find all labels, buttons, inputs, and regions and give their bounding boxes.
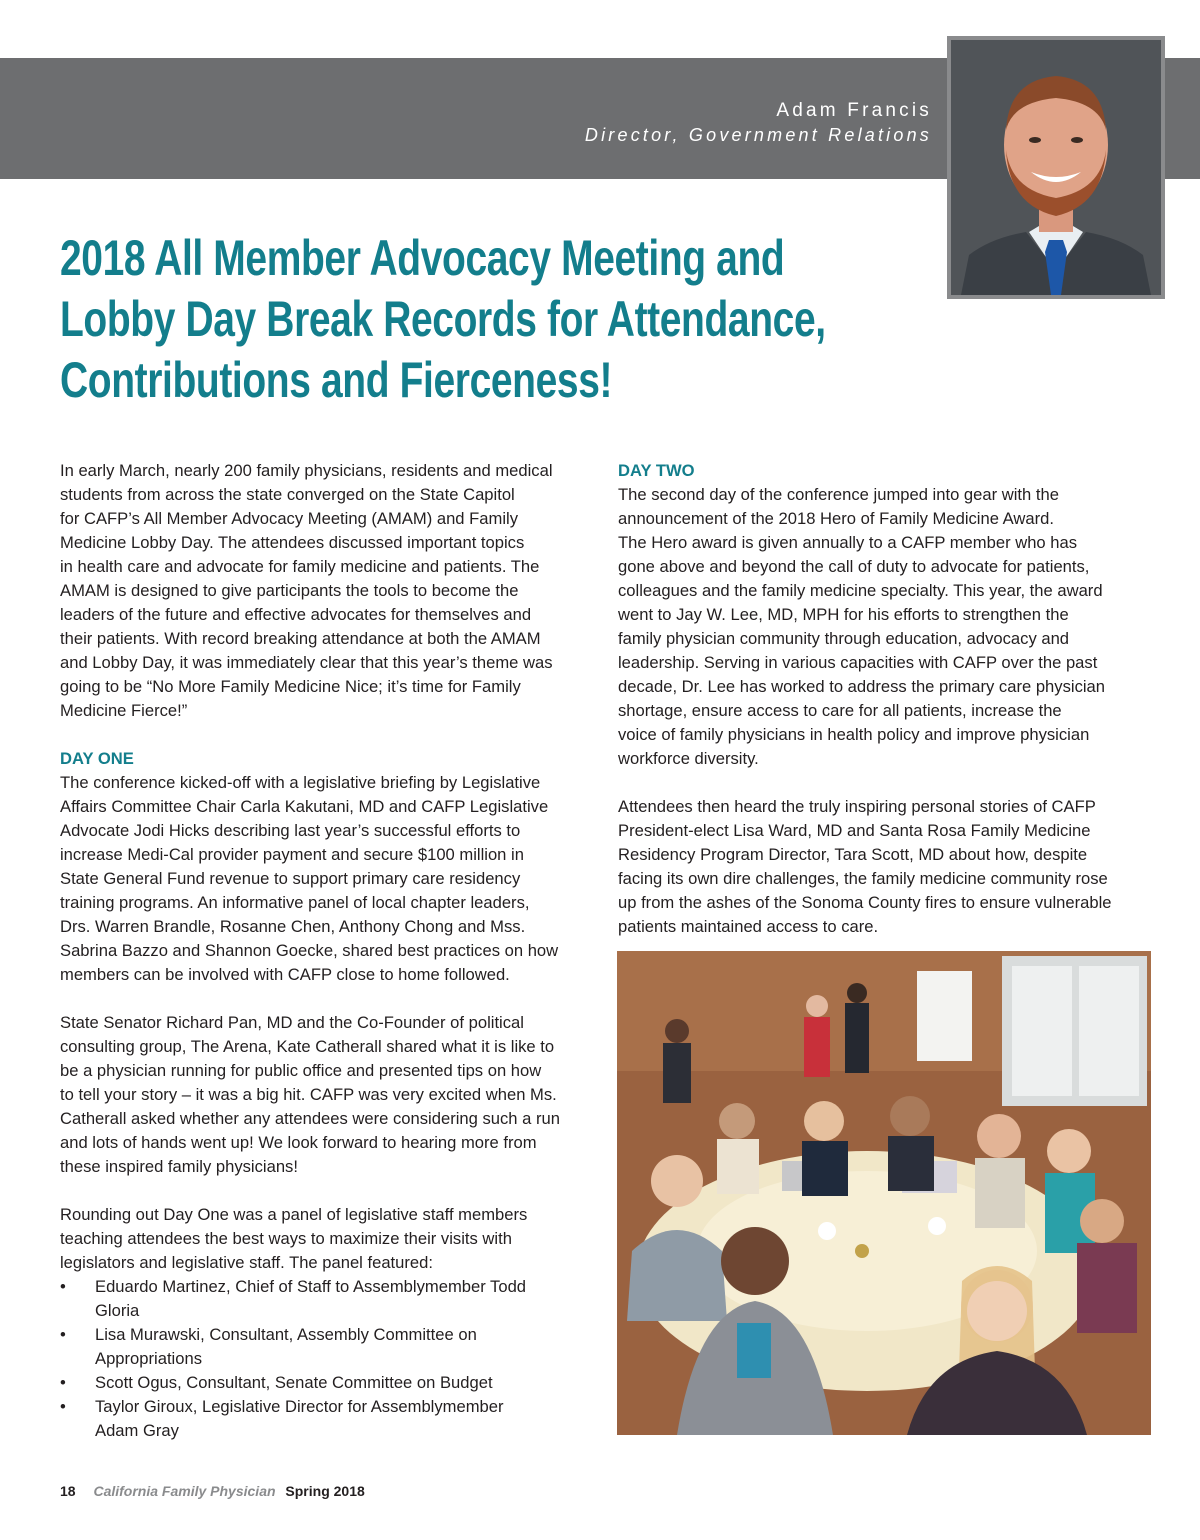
day-one-panel-paragraph: [60, 1203, 600, 1275]
day-one-paragraph: [60, 747, 600, 987]
text-line: colleagues and the family medicine specialty. This year, the award: [618, 581, 1103, 600]
text-line: workforce diversity.: [618, 749, 759, 768]
text-line: Affairs Committee Chair Carla Kakutani, MD and CAFP Legislative: [60, 797, 549, 816]
panel-member-list: [60, 1275, 600, 1443]
intro-paragraph: [60, 459, 600, 723]
text-line: decade, Dr. Lee has worked to address the primary care physician: [618, 677, 1106, 696]
text-line: teaching attendees the best ways to maximize their visits with: [60, 1229, 512, 1248]
event-photo-illustration: [617, 951, 1151, 1435]
right-column: [618, 459, 1158, 963]
text-line: be a physician running for public office and presented tips on how: [60, 1061, 542, 1080]
issue-label: Spring 2018: [285, 1483, 365, 1499]
text-line: The second day of the conference jumped into gear with the: [618, 485, 1059, 504]
list-item: [60, 1395, 600, 1443]
text-line: Attendees then heard the truly inspiring personal stories of CAFP: [618, 797, 1096, 816]
day-two-paragraph: [618, 459, 1158, 771]
author-name: Adam Francis: [776, 100, 932, 121]
headline-line: 2018 All Member Advocacy Meeting and: [60, 230, 785, 286]
text-line: Appropriations: [95, 1349, 203, 1368]
text-line: • Eduardo Martinez, Chief of Staff to Assemblymember Todd: [95, 1277, 527, 1296]
text-line: went to Jay W. Lee, MD, MPH for his efforts to strengthen the: [618, 605, 1069, 624]
text-line: • Lisa Murawski, Consultant, Assembly Committee on: [95, 1325, 477, 1344]
text-line: Drs. Warren Brandle, Rosanne Chen, Anthony Chong and Mss.: [60, 917, 526, 936]
text-line: gone above and beyond the call of duty to advocate for patients,: [618, 557, 1090, 576]
text-line: The conference kicked-off with a legislative briefing by Legislative: [60, 773, 541, 792]
text-line: President-elect Lisa Ward, MD and Santa Rosa Family Medicine: [618, 821, 1091, 840]
text-line: training programs. An informative panel of local chapter leaders,: [60, 893, 530, 912]
text-line: voice of family physicians in health policy and improve physician: [618, 725, 1090, 744]
day-one-heading: DAY ONE: [60, 749, 134, 768]
article-headline: [60, 228, 871, 411]
text-line: going to be “No More Family Medicine Nice; it’s time for Family: [60, 677, 521, 696]
author-byline: [585, 99, 932, 147]
text-line: members can be involved with CAFP close to home followed.: [60, 965, 510, 984]
text-line: shortage, ensure access to care for all patients, increase the: [618, 701, 1062, 720]
text-line: Sabrina Bazzo and Shannon Goecke, shared best practices on how: [60, 941, 559, 960]
text-line: legislators and legislative staff. The panel featured:: [60, 1253, 433, 1272]
text-line: and Lobby Day, it was immediately clear that this year’s theme was: [60, 653, 553, 672]
page-number: 18: [60, 1483, 76, 1499]
text-line: for CAFP’s All Member Advocacy Meeting (AMAM) and Family: [60, 509, 519, 528]
day-two-stories-paragraph: [618, 795, 1158, 939]
text-line: patients maintained access to care.: [618, 917, 879, 936]
text-line: Residency Program Director, Tara Scott, MD about how, despite: [618, 845, 1088, 864]
text-line: Adam Gray: [95, 1421, 179, 1440]
day-two-heading: DAY TWO: [618, 461, 695, 480]
list-item: [60, 1275, 600, 1323]
left-column: [60, 459, 600, 1443]
text-line: Medicine Lobby Day. The attendees discussed important topics: [60, 533, 525, 552]
text-line: in health care and advocate for family medicine and patients. The: [60, 557, 540, 576]
headline-line: Lobby Day Break Records for Attendance,: [60, 291, 826, 347]
text-line: Catherall asked whether any attendees were considering such a run: [60, 1109, 560, 1128]
text-line: up from the ashes of the Sonoma County fires to ensure vulnerable: [618, 893, 1112, 912]
text-line: increase Medi-Cal provider payment and secure $100 million in: [60, 845, 524, 864]
text-line: to tell your story – it was a big hit. CAFP was very excited when Ms.: [60, 1085, 557, 1104]
text-line: consulting group, The Arena, Kate Catherall shared what it is like to: [60, 1037, 555, 1056]
magazine-title: California Family Physician: [93, 1483, 276, 1499]
text-line: and lots of hands went up! We look forward to hearing more from: [60, 1133, 537, 1152]
event-group-photo: [617, 951, 1151, 1435]
text-line: leadership. Serving in various capacities with CAFP over the past: [618, 653, 1098, 672]
day-one-senator-paragraph: [60, 1011, 600, 1179]
text-line: these inspired family physicians!: [60, 1157, 298, 1176]
author-title: Director, Government Relations: [584, 125, 932, 145]
text-line: family physician community through education, advocacy and: [618, 629, 1070, 648]
text-line: Rounding out Day One was a panel of legislative staff members: [60, 1205, 528, 1224]
text-line: Advocate Jodi Hicks describing last year’s successful efforts to: [60, 821, 521, 840]
text-line: • Scott Ogus, Consultant, Senate Committee on Budget: [95, 1373, 493, 1392]
author-portrait-illustration: [951, 40, 1161, 295]
text-line: Medicine Fierce!”: [60, 701, 188, 720]
text-line: • Taylor Giroux, Legislative Director for Assemblymember: [95, 1397, 504, 1416]
text-line: students from across the state converged on the State Capitol: [60, 485, 515, 504]
text-line: Gloria: [95, 1301, 140, 1320]
text-line: their patients. With record breaking attendance at both the AMAM: [60, 629, 541, 648]
text-line: AMAM is designed to give participants the tools to become the: [60, 581, 519, 600]
text-line: In early March, nearly 200 family physicians, residents and medical: [60, 461, 553, 480]
text-line: leaders of the future and effective advocates for themselves and: [60, 605, 532, 624]
text-line: facing its own dire challenges, the family medicine community rose: [618, 869, 1108, 888]
list-item: [60, 1371, 600, 1395]
author-portrait: [947, 36, 1165, 299]
text-line: State Senator Richard Pan, MD and the Co-Founder of political: [60, 1013, 524, 1032]
text-line: State General Fund revenue to support primary care residency: [60, 869, 521, 888]
text-line: announcement of the 2018 Hero of Family Medicine Award.: [618, 509, 1054, 528]
page-footer: [60, 1482, 365, 1500]
text-line: The Hero award is given annually to a CAFP member who has: [618, 533, 1078, 552]
headline-line: Contributions and Fierceness!: [60, 352, 613, 408]
list-item: [60, 1323, 600, 1371]
